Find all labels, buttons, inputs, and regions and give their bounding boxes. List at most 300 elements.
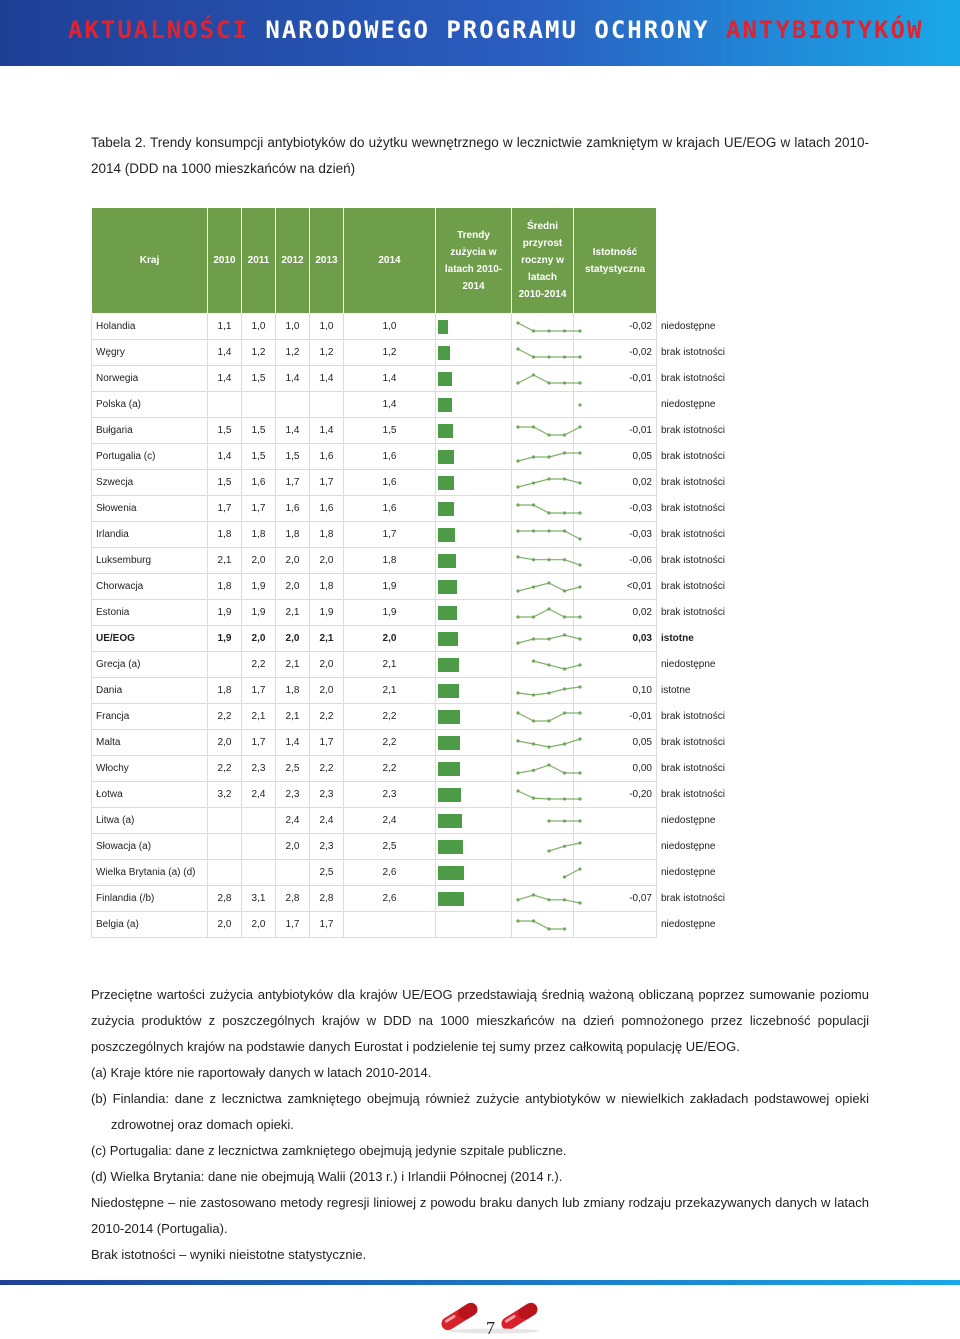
cell-trend xyxy=(512,782,574,808)
header-2012: 2012 xyxy=(276,208,310,314)
table-row: Luksemburg 2,1 2,0 2,0 2,0 1,8 -0,06 brak istotności xyxy=(92,548,657,574)
cell-y2013: 1,4 xyxy=(310,418,344,444)
trend-point xyxy=(578,685,581,688)
table-row: Litwa (a) 2,4 2,4 2,4 niedostępne xyxy=(92,808,657,834)
consumption-bar xyxy=(438,684,459,698)
cell-y2013: 2,0 xyxy=(310,678,344,704)
trend-point xyxy=(563,667,566,670)
cell-y2012: 2,1 xyxy=(276,704,310,730)
trend-point xyxy=(532,503,535,506)
cell-bar xyxy=(436,496,512,522)
trend-point xyxy=(563,633,566,636)
cell-y2014: 2,5 xyxy=(344,834,436,860)
trend-point xyxy=(563,511,566,514)
table-row: Francja 2,2 2,1 2,1 2,2 2,2 -0,01 brak istotności xyxy=(92,704,657,730)
cell-y2011: 2,2 xyxy=(242,652,276,678)
cell-rate xyxy=(574,912,657,938)
trend-point xyxy=(578,511,581,514)
cell-country: Łotwa xyxy=(92,782,208,808)
trend-point xyxy=(532,373,535,376)
table-row: Włochy 2,2 2,3 2,5 2,2 2,2 0,00 brak istotności xyxy=(92,756,657,782)
cell-y2010: 1,8 xyxy=(208,574,242,600)
cell-rate: -0,01 xyxy=(574,704,657,730)
cell-rate: 0,02 xyxy=(574,470,657,496)
trend-point xyxy=(516,485,519,488)
table-row: Słowacja (a) 2,0 2,3 2,5 niedostępne xyxy=(92,834,657,860)
page-number: 7 xyxy=(486,1318,495,1338)
cell-rate: -0,07 xyxy=(574,886,657,912)
cell-y2013: 2,4 xyxy=(310,808,344,834)
header-title xyxy=(68,16,923,44)
trend-point xyxy=(578,585,581,588)
trend-point xyxy=(516,789,519,792)
cell-y2011: 2,1 xyxy=(242,704,276,730)
cell-y2014 xyxy=(344,912,436,938)
note-unavailable: Niedostępne – nie zastosowano metody regresji liniowej z powodu braku danych lub zmiany rodzaju przekazywanych danych w latach 2010-2014 (Portugalia). xyxy=(91,1195,869,1236)
table-row: Irlandia 1,8 1,8 1,8 1,8 1,7 -0,03 brak istotności xyxy=(92,522,657,548)
cell-rate: -0,02 xyxy=(574,340,657,366)
cell-y2011 xyxy=(242,834,276,860)
trend-point xyxy=(563,381,566,384)
cell-bar xyxy=(436,704,512,730)
cell-rate: -0,01 xyxy=(574,418,657,444)
trend-point xyxy=(532,329,535,332)
trend-point xyxy=(532,585,535,588)
cell-trend xyxy=(512,418,574,444)
trend-point xyxy=(547,763,550,766)
cell-y2013 xyxy=(310,392,344,418)
cell-y2012: 1,5 xyxy=(276,444,310,470)
cell-y2011 xyxy=(242,808,276,834)
table-row: Dania 1,8 1,7 1,8 2,0 2,1 0,10 istotne xyxy=(92,678,657,704)
cell-bar xyxy=(436,886,512,912)
cell-y2014: 1,9 xyxy=(344,600,436,626)
cell-bar xyxy=(436,834,512,860)
cell-y2013: 2,1 xyxy=(310,626,344,652)
consumption-bar xyxy=(438,346,450,360)
trend-point xyxy=(563,927,566,930)
table-row: Estonia 1,9 1,9 2,1 1,9 1,9 0,02 brak istotności xyxy=(92,600,657,626)
cell-rate xyxy=(574,808,657,834)
cell-bar xyxy=(436,678,512,704)
trend-point xyxy=(516,919,519,922)
cell-y2010: 1,9 xyxy=(208,626,242,652)
trend-point xyxy=(532,615,535,618)
trend-point xyxy=(563,433,566,436)
trend-point xyxy=(563,355,566,358)
consumption-bar xyxy=(438,762,460,776)
trend-point xyxy=(547,329,550,332)
cell-y2014: 2,1 xyxy=(344,652,436,678)
table-row: Malta 2,0 1,7 1,4 1,7 2,2 0,05 brak istotności xyxy=(92,730,657,756)
cell-y2014: 2,2 xyxy=(344,730,436,756)
consumption-bar xyxy=(438,658,459,672)
cell-y2011: 1,9 xyxy=(242,574,276,600)
cell-trend xyxy=(512,600,574,626)
cell-y2010: 1,5 xyxy=(208,470,242,496)
trend-point xyxy=(532,719,535,722)
cell-y2012: 2,1 xyxy=(276,652,310,678)
cell-y2014: 1,7 xyxy=(344,522,436,548)
notes xyxy=(91,982,869,1268)
cell-y2013: 2,2 xyxy=(310,756,344,782)
header-rate: Średni przyrost roczny w latach 2010-2014 xyxy=(512,208,574,314)
note-no-significance: Brak istotności – wyniki nieistotne statystycznie. xyxy=(91,1247,367,1262)
consumption-table xyxy=(91,207,725,938)
trend-point xyxy=(516,898,519,901)
cell-trend xyxy=(512,730,574,756)
cell-rate: -0,06 xyxy=(574,548,657,574)
trend-point xyxy=(563,898,566,901)
consumption-bar xyxy=(438,606,457,620)
header-country: Kraj xyxy=(92,208,208,314)
trend-point xyxy=(563,589,566,592)
cell-bar xyxy=(436,444,512,470)
trend-point xyxy=(547,691,550,694)
cell-y2010: 1,4 xyxy=(208,444,242,470)
trend-point xyxy=(578,841,581,844)
header-2010: 2010 xyxy=(208,208,242,314)
cell-y2010: 2,2 xyxy=(208,704,242,730)
cell-rate: 0,10 xyxy=(574,678,657,704)
cell-y2012 xyxy=(276,860,310,886)
cell-rate: 0,05 xyxy=(574,444,657,470)
cell-y2013: 1,7 xyxy=(310,470,344,496)
cell-trend xyxy=(512,704,574,730)
trend-point xyxy=(532,768,535,771)
cell-bar xyxy=(436,470,512,496)
trend-point xyxy=(578,355,581,358)
page-header xyxy=(0,0,960,66)
consumption-bar xyxy=(438,840,463,854)
cell-country: Irlandia xyxy=(92,522,208,548)
cell-rate xyxy=(574,652,657,678)
trend-point xyxy=(532,796,535,799)
cell-y2014: 1,6 xyxy=(344,444,436,470)
cell-y2013: 2,0 xyxy=(310,652,344,678)
cell-y2012: 1,4 xyxy=(276,366,310,392)
cell-y2014: 1,4 xyxy=(344,392,436,418)
cell-y2012: 2,3 xyxy=(276,782,310,808)
cell-y2012: 2,5 xyxy=(276,756,310,782)
trend-point xyxy=(578,563,581,566)
cell-y2014: 2,6 xyxy=(344,860,436,886)
trend-point xyxy=(532,693,535,696)
cell-bar xyxy=(436,574,512,600)
trend-point xyxy=(547,797,550,800)
consumption-bar xyxy=(438,788,461,802)
cell-country: Francja xyxy=(92,704,208,730)
cell-country: Portugalia (c) xyxy=(92,444,208,470)
trend-point xyxy=(563,819,566,822)
trend-point xyxy=(578,329,581,332)
consumption-bar xyxy=(438,632,458,646)
cell-bar xyxy=(436,600,512,626)
cell-y2011: 1,0 xyxy=(242,314,276,340)
cell-y2011 xyxy=(242,860,276,886)
trend-point xyxy=(578,403,581,406)
trend-point xyxy=(563,711,566,714)
cell-y2014: 2,6 xyxy=(344,886,436,912)
consumption-bar xyxy=(438,892,464,906)
cell-country: Norwegia xyxy=(92,366,208,392)
cell-bar xyxy=(436,626,512,652)
trend-point xyxy=(578,797,581,800)
cell-y2012: 2,8 xyxy=(276,886,310,912)
trend-point xyxy=(516,503,519,506)
cell-y2011: 2,4 xyxy=(242,782,276,808)
trend-point xyxy=(547,849,550,852)
cell-rate: 0,03 xyxy=(574,626,657,652)
cell-y2010: 2,8 xyxy=(208,886,242,912)
cell-y2014: 2,4 xyxy=(344,808,436,834)
cell-country: Luksemburg xyxy=(92,548,208,574)
cell-trend xyxy=(512,314,574,340)
trend-point xyxy=(547,637,550,640)
cell-y2010 xyxy=(208,392,242,418)
cell-rate xyxy=(574,392,657,418)
cell-y2011: 1,7 xyxy=(242,496,276,522)
trend-point xyxy=(578,451,581,454)
consumption-bar xyxy=(438,580,457,594)
table-row: Grecja (a) 2,2 2,1 2,0 2,1 niedostępne xyxy=(92,652,657,678)
trend-point xyxy=(516,615,519,618)
trend-point xyxy=(547,477,550,480)
cell-bar xyxy=(436,548,512,574)
table-row: Chorwacja 1,8 1,9 2,0 1,8 1,9 <0,01 brak istotności xyxy=(92,574,657,600)
cell-y2010: 1,4 xyxy=(208,366,242,392)
consumption-bar xyxy=(438,528,455,542)
cell-bar xyxy=(436,808,512,834)
cell-y2012: 1,6 xyxy=(276,496,310,522)
trend-point xyxy=(578,381,581,384)
cell-country: Finlandia (/b) xyxy=(92,886,208,912)
trend-point xyxy=(516,425,519,428)
header-trend: Trendy zużycia w latach 2010-2014 xyxy=(436,208,512,314)
cell-y2013: 1,4 xyxy=(310,366,344,392)
cell-y2014: 1,9 xyxy=(344,574,436,600)
trend-point xyxy=(516,555,519,558)
trend-point xyxy=(578,663,581,666)
trend-point xyxy=(563,797,566,800)
cell-y2014: 2,0 xyxy=(344,626,436,652)
cell-y2011: 1,5 xyxy=(242,418,276,444)
cell-y2013: 2,8 xyxy=(310,886,344,912)
cell-country: Holandia xyxy=(92,314,208,340)
note-b: (b) Finlandia: dane z lecznictwa zamkniętego obejmują również zużycie antybiotyków w niewielkich zakładach podstawowej opieki zdrowotnej oraz domach opieki. xyxy=(91,1091,869,1132)
trend-point xyxy=(563,771,566,774)
cell-y2010 xyxy=(208,860,242,886)
trend-point xyxy=(532,893,535,896)
cell-bar xyxy=(436,314,512,340)
trend-point xyxy=(547,607,550,610)
trend-line xyxy=(518,921,565,929)
cell-y2012: 1,8 xyxy=(276,678,310,704)
header-2014: 2014 xyxy=(344,208,436,314)
trend-point xyxy=(563,558,566,561)
trend-point xyxy=(547,511,550,514)
cell-y2011: 1,6 xyxy=(242,470,276,496)
cell-y2011: 1,7 xyxy=(242,678,276,704)
cell-bar xyxy=(436,730,512,756)
cell-rate xyxy=(574,834,657,860)
trend-point xyxy=(532,481,535,484)
cell-rate: -0,01 xyxy=(574,366,657,392)
cell-y2014: 1,5 xyxy=(344,418,436,444)
cell-bar xyxy=(436,340,512,366)
trend-point xyxy=(578,711,581,714)
cell-y2012: 2,1 xyxy=(276,600,310,626)
trend-point xyxy=(547,819,550,822)
cell-y2013: 1,9 xyxy=(310,600,344,626)
header-title-part1: AKTUALNOŚCI xyxy=(68,16,249,44)
trend-point xyxy=(532,529,535,532)
cell-trend xyxy=(512,548,574,574)
cell-y2010: 2,0 xyxy=(208,730,242,756)
cell-trend xyxy=(512,886,574,912)
table-body xyxy=(92,314,725,938)
cell-country: Estonia xyxy=(92,600,208,626)
cell-y2013: 1,8 xyxy=(310,574,344,600)
cell-y2010: 2,0 xyxy=(208,912,242,938)
consumption-bar xyxy=(438,736,460,750)
cell-bar xyxy=(436,860,512,886)
trend-point xyxy=(578,901,581,904)
cell-y2011: 2,0 xyxy=(242,626,276,652)
cell-y2014: 2,3 xyxy=(344,782,436,808)
header-title-part3: ANTYBIOTYKÓW xyxy=(726,16,924,44)
cell-y2011: 3,1 xyxy=(242,886,276,912)
cell-y2011: 1,2 xyxy=(242,340,276,366)
cell-y2010: 1,5 xyxy=(208,418,242,444)
cell-y2013: 1,8 xyxy=(310,522,344,548)
trend-point xyxy=(516,711,519,714)
cell-country: UE/EOG xyxy=(92,626,208,652)
cell-y2013: 2,2 xyxy=(310,704,344,730)
consumption-bar xyxy=(438,320,448,334)
trend-point xyxy=(578,537,581,540)
consumption-bar xyxy=(438,424,453,438)
trend-point xyxy=(532,558,535,561)
cell-y2014: 1,6 xyxy=(344,470,436,496)
cell-bar xyxy=(436,756,512,782)
cell-country: Litwa (a) xyxy=(92,808,208,834)
cell-trend xyxy=(512,340,574,366)
cell-trend xyxy=(512,756,574,782)
trend-point xyxy=(516,589,519,592)
cell-bar xyxy=(436,782,512,808)
table-row: Słowenia 1,7 1,7 1,6 1,6 1,6 -0,03 brak istotności xyxy=(92,496,657,522)
cell-country: Chorwacja xyxy=(92,574,208,600)
cell-y2014: 1,8 xyxy=(344,548,436,574)
cell-y2010: 1,4 xyxy=(208,340,242,366)
table-row: Belgia (a) 2,0 2,0 1,7 1,7 niedostępne xyxy=(92,912,657,938)
trend-point xyxy=(547,745,550,748)
cell-country: Wielka Brytania (a) (d) xyxy=(92,860,208,886)
table-row: UE/EOG 1,9 2,0 2,0 2,1 2,0 0,03 istotne xyxy=(92,626,657,652)
cell-trend xyxy=(512,444,574,470)
cell-rate: 0,02 xyxy=(574,600,657,626)
trend-point xyxy=(532,425,535,428)
cell-country: Włochy xyxy=(92,756,208,782)
cell-y2011: 1,9 xyxy=(242,600,276,626)
trend-point xyxy=(516,381,519,384)
trend-point xyxy=(547,355,550,358)
cell-y2014: 1,4 xyxy=(344,366,436,392)
cell-country: Polska (a) xyxy=(92,392,208,418)
trend-point xyxy=(516,691,519,694)
trend-point xyxy=(547,455,550,458)
cell-bar xyxy=(436,366,512,392)
cell-y2012: 2,0 xyxy=(276,626,310,652)
consumption-bar xyxy=(438,502,454,516)
cell-y2010: 1,8 xyxy=(208,678,242,704)
trend-point xyxy=(547,381,550,384)
cell-rate: -0,03 xyxy=(574,496,657,522)
cell-rate: -0,20 xyxy=(574,782,657,808)
cell-y2012: 2,0 xyxy=(276,548,310,574)
trend-point xyxy=(578,481,581,484)
cell-y2010: 2,1 xyxy=(208,548,242,574)
cell-y2010 xyxy=(208,808,242,834)
cell-y2014: 1,2 xyxy=(344,340,436,366)
cell-y2013: 2,3 xyxy=(310,834,344,860)
trend-point xyxy=(563,742,566,745)
table-row: Szwecja 1,5 1,6 1,7 1,7 1,6 0,02 brak istotności xyxy=(92,470,657,496)
consumption-bar xyxy=(438,866,464,880)
trend-point xyxy=(547,927,550,930)
cell-y2013: 2,0 xyxy=(310,548,344,574)
cell-y2010: 1,7 xyxy=(208,496,242,522)
cell-bar xyxy=(436,392,512,418)
trend-point xyxy=(578,615,581,618)
table-row: Portugalia (c) 1,4 1,5 1,5 1,6 1,6 0,05 brak istotności xyxy=(92,444,657,470)
cell-y2012: 1,8 xyxy=(276,522,310,548)
cell-bar xyxy=(436,652,512,678)
cell-trend xyxy=(512,496,574,522)
cell-rate: -0,03 xyxy=(574,522,657,548)
cell-y2011: 1,8 xyxy=(242,522,276,548)
cell-trend xyxy=(512,470,574,496)
cell-y2011: 1,5 xyxy=(242,444,276,470)
cell-y2013: 1,6 xyxy=(310,496,344,522)
cell-y2012: 1,7 xyxy=(276,912,310,938)
cell-y2011: 2,3 xyxy=(242,756,276,782)
cell-y2010 xyxy=(208,652,242,678)
cell-country: Szwecja xyxy=(92,470,208,496)
cell-country: Dania xyxy=(92,678,208,704)
cell-y2012: 2,0 xyxy=(276,574,310,600)
trend-point xyxy=(547,581,550,584)
note-a: (a) Kraje które nie raportowały danych w latach 2010-2014. xyxy=(91,1065,432,1080)
trend-point xyxy=(563,844,566,847)
consumption-bar xyxy=(438,476,454,490)
cell-country: Słowenia xyxy=(92,496,208,522)
consumption-bar xyxy=(438,372,452,386)
trend-point xyxy=(578,819,581,822)
trend-point xyxy=(532,659,535,662)
trend-point xyxy=(532,637,535,640)
table-row: Bułgaria 1,5 1,5 1,4 1,4 1,5 -0,01 brak istotności xyxy=(92,418,657,444)
cell-rate: 0,00 xyxy=(574,756,657,782)
cell-y2010: 3,2 xyxy=(208,782,242,808)
cell-y2013: 1,7 xyxy=(310,730,344,756)
cell-trend xyxy=(512,678,574,704)
footer-divider xyxy=(0,1280,960,1285)
trend-point xyxy=(532,455,535,458)
cell-bar xyxy=(436,418,512,444)
cell-trend xyxy=(512,574,574,600)
